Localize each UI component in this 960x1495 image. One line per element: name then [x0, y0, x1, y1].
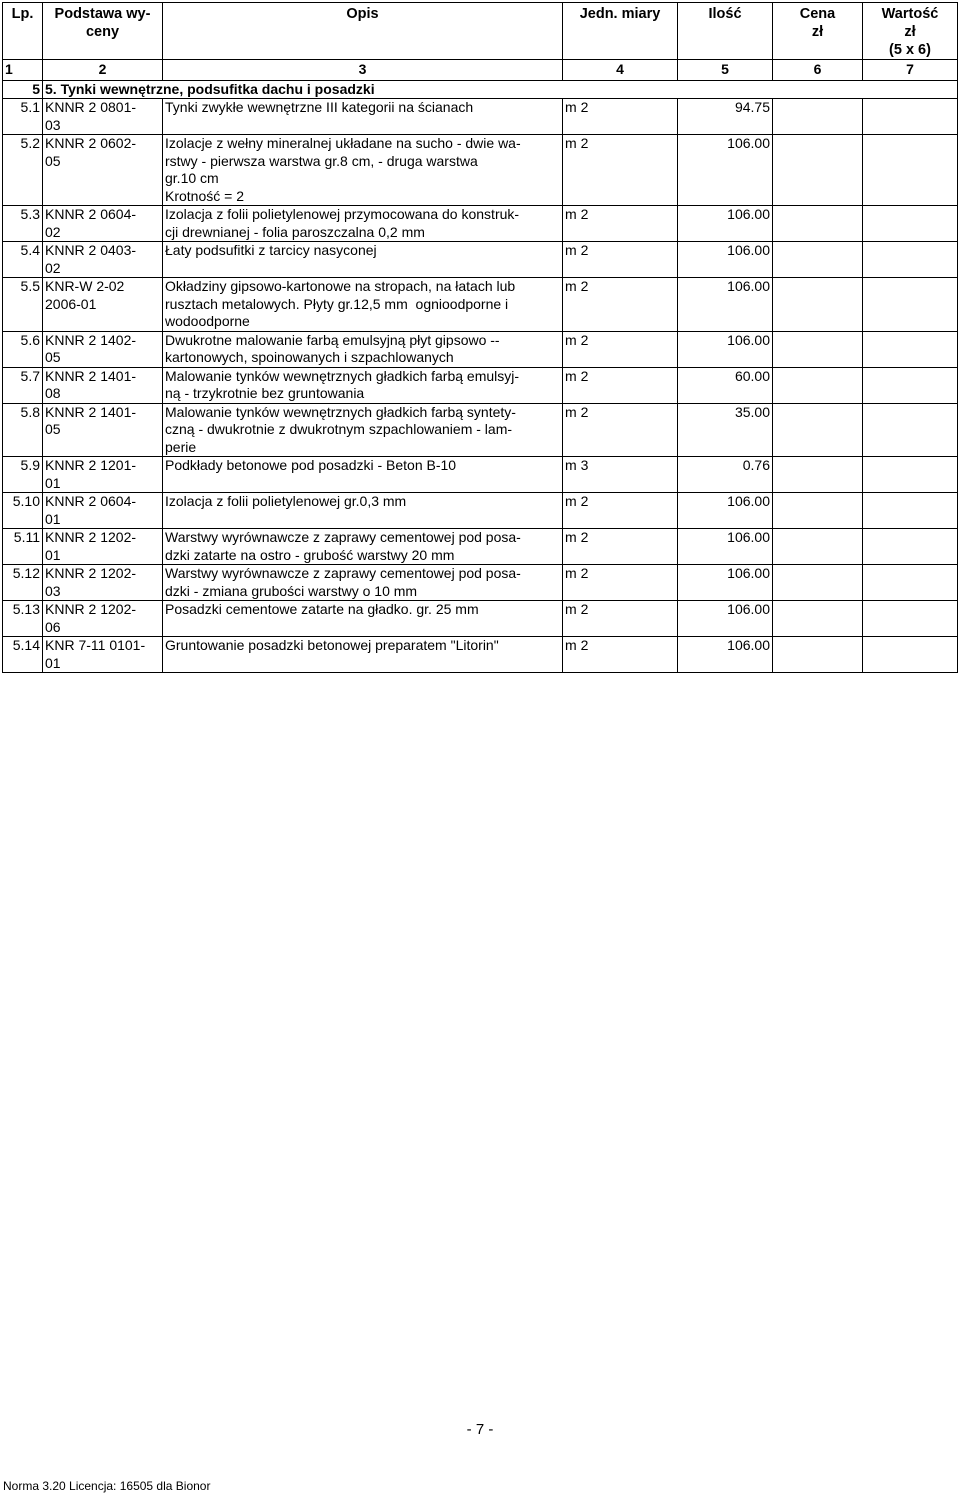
row-unit: m 2 [563, 206, 678, 242]
row-value [863, 493, 958, 529]
row-podstawa: KNNR 2 0801- 03 [43, 99, 163, 135]
row-opis: Okładziny gipsowo-kartonowe na stropach, na łatach lub rusztach metalowych. Płyty gr.12,5 mm ognioodporne i wodoodporne [163, 278, 563, 332]
column-number: 4 [563, 60, 678, 81]
header-lp: Lp. [3, 3, 43, 60]
table-row [3, 367, 958, 403]
row-unit: m 2 [563, 565, 678, 601]
row-unit: m 2 [563, 637, 678, 673]
row-lp: 5.14 [3, 637, 43, 673]
row-lp: 5.12 [3, 565, 43, 601]
row-opis: Malowanie tynków wewnętrznych gładkich farbą syntety- czną - dwukrotnie z dwukrotnym szpachlowaniem - lam- perie [163, 403, 563, 457]
row-value [863, 242, 958, 278]
row-unit: m 2 [563, 493, 678, 529]
row-value [863, 331, 958, 367]
row-opis: Izolacje z wełny mineralnej układane na sucho - dwie wa- rstwy - pierwsza warstwa gr.8 cm, - druga warstwa gr.10 cm Krotność = 2 [163, 135, 563, 206]
row-unit: m 2 [563, 331, 678, 367]
row-lp: 5.8 [3, 403, 43, 457]
table-row [3, 403, 958, 457]
row-lp: 5.5 [3, 278, 43, 332]
row-quantity: 0.76 [678, 457, 773, 493]
header-opis: Opis [163, 3, 563, 60]
row-quantity: 106.00 [678, 565, 773, 601]
row-value [863, 403, 958, 457]
row-lp: 5.2 [3, 135, 43, 206]
row-opis: Izolacja z folii polietylenowej przymocowana do konstruk- cji drewnianej - folia paroszczalna 0,2 mm [163, 206, 563, 242]
row-value [863, 601, 958, 637]
table-row [3, 565, 958, 601]
row-opis: Malowanie tynków wewnętrznych gładkich farbą emulsyj- ną - trzykrotnie bez gruntowania [163, 367, 563, 403]
row-quantity: 106.00 [678, 278, 773, 332]
row-podstawa: KNR-W 2-02 2006-01 [43, 278, 163, 332]
header-podstawa: Podstawa wy- ceny [43, 3, 163, 60]
row-opis: Warstwy wyrównawcze z zaprawy cementowej pod posa- dzki - zmiana grubości warstwy o 10 mm [163, 565, 563, 601]
column-number: 7 [863, 60, 958, 81]
row-lp: 5.1 [3, 99, 43, 135]
row-quantity: 106.00 [678, 493, 773, 529]
row-lp: 5.13 [3, 601, 43, 637]
row-unit: m 2 [563, 99, 678, 135]
row-value [863, 99, 958, 135]
row-quantity: 35.00 [678, 403, 773, 457]
table-row [3, 206, 958, 242]
row-lp: 5.4 [3, 242, 43, 278]
row-quantity: 106.00 [678, 529, 773, 565]
column-number: 6 [773, 60, 863, 81]
row-lp: 5.9 [3, 457, 43, 493]
row-opis: Posadzki cementowe zatarte na gładko. gr. 25 mm [163, 601, 563, 637]
row-podstawa: KNNR 2 0604- 01 [43, 493, 163, 529]
row-podstawa: KNNR 2 0604- 02 [43, 206, 163, 242]
row-price [773, 457, 863, 493]
row-price [773, 135, 863, 206]
row-price [773, 529, 863, 565]
row-price [773, 331, 863, 367]
row-podstawa: KNR 7-11 0101- 01 [43, 637, 163, 673]
table-row [3, 637, 958, 673]
row-value [863, 529, 958, 565]
row-lp: 5.10 [3, 493, 43, 529]
row-podstawa: KNNR 2 1401- 05 [43, 403, 163, 457]
section-row [3, 80, 958, 99]
row-unit: m 2 [563, 367, 678, 403]
header-cena: Cena zł [773, 3, 863, 60]
table-row [3, 135, 958, 206]
row-value [863, 637, 958, 673]
row-lp: 5.7 [3, 367, 43, 403]
row-podstawa: KNNR 2 1202- 06 [43, 601, 163, 637]
table-row [3, 601, 958, 637]
row-podstawa: KNNR 2 1201- 01 [43, 457, 163, 493]
header-jedn: Jedn. miary [563, 3, 678, 60]
row-unit: m 3 [563, 457, 678, 493]
row-unit: m 2 [563, 278, 678, 332]
row-price [773, 601, 863, 637]
row-price [773, 493, 863, 529]
row-podstawa: KNNR 2 0403- 02 [43, 242, 163, 278]
header-row [3, 3, 958, 60]
column-number: 5 [678, 60, 773, 81]
header-wartosc: Wartość zł (5 x 6) [863, 3, 958, 60]
row-quantity: 60.00 [678, 367, 773, 403]
row-quantity: 106.00 [678, 331, 773, 367]
row-quantity: 106.00 [678, 242, 773, 278]
row-value [863, 206, 958, 242]
row-opis: Dwukrotne malowanie farbą emulsyjną płyt gipsowo -- kartonowych, spoinowanych i szpachlowanych [163, 331, 563, 367]
row-value [863, 457, 958, 493]
row-unit: m 2 [563, 529, 678, 565]
row-unit: m 2 [563, 403, 678, 457]
row-price [773, 242, 863, 278]
table-row [3, 278, 958, 332]
row-opis: Gruntowanie posadzki betonowej preparatem "Litorin" [163, 637, 563, 673]
row-unit: m 2 [563, 601, 678, 637]
row-quantity: 106.00 [678, 206, 773, 242]
row-lp: 5.6 [3, 331, 43, 367]
table-row [3, 242, 958, 278]
row-opis: Podkłady betonowe pod posadzki - Beton B-10 [163, 457, 563, 493]
table-row [3, 529, 958, 565]
column-number: 1 [3, 60, 43, 81]
row-opis: Łaty podsufitki z tarcicy nasyconej [163, 242, 563, 278]
footer-license: Norma 3.20 Licencja: 16505 dla Bionor [3, 1479, 211, 1493]
row-value [863, 278, 958, 332]
row-quantity: 106.00 [678, 601, 773, 637]
row-podstawa: KNNR 2 1202- 03 [43, 565, 163, 601]
row-unit: m 2 [563, 135, 678, 206]
row-price [773, 206, 863, 242]
row-value [863, 565, 958, 601]
column-number-row [3, 60, 958, 81]
row-price [773, 99, 863, 135]
row-price [773, 278, 863, 332]
table-row [3, 457, 958, 493]
row-quantity: 94.75 [678, 99, 773, 135]
row-opis: Warstwy wyrównawcze z zaprawy cementowej pod posa- dzki zatarte na ostro - grubość warstwy 20 mm [163, 529, 563, 565]
table-row [3, 493, 958, 529]
table-row [3, 331, 958, 367]
row-unit: m 2 [563, 242, 678, 278]
row-quantity: 106.00 [678, 637, 773, 673]
row-quantity: 106.00 [678, 135, 773, 206]
row-podstawa: KNNR 2 0602- 05 [43, 135, 163, 206]
column-number: 2 [43, 60, 163, 81]
row-podstawa: KNNR 2 1402- 05 [43, 331, 163, 367]
row-price [773, 367, 863, 403]
row-podstawa: KNNR 2 1401- 08 [43, 367, 163, 403]
row-price [773, 565, 863, 601]
row-podstawa: KNNR 2 1202- 01 [43, 529, 163, 565]
cost-estimate-table [2, 2, 958, 673]
page-number: - 7 - [466, 1421, 494, 1438]
row-value [863, 135, 958, 206]
section-title: 5. Tynki wewnętrzne, podsufitka dachu i posadzki [43, 80, 958, 99]
row-opis: Tynki zwykłe wewnętrzne III kategorii na ścianach [163, 99, 563, 135]
column-number: 3 [163, 60, 563, 81]
row-lp: 5.11 [3, 529, 43, 565]
row-opis: Izolacja z folii polietylenowej gr.0,3 mm [163, 493, 563, 529]
table-row [3, 99, 958, 135]
section-lp: 5 [3, 80, 43, 99]
header-ilosc: Ilość [678, 3, 773, 60]
row-price [773, 637, 863, 673]
row-value [863, 367, 958, 403]
row-lp: 5.3 [3, 206, 43, 242]
row-price [773, 403, 863, 457]
